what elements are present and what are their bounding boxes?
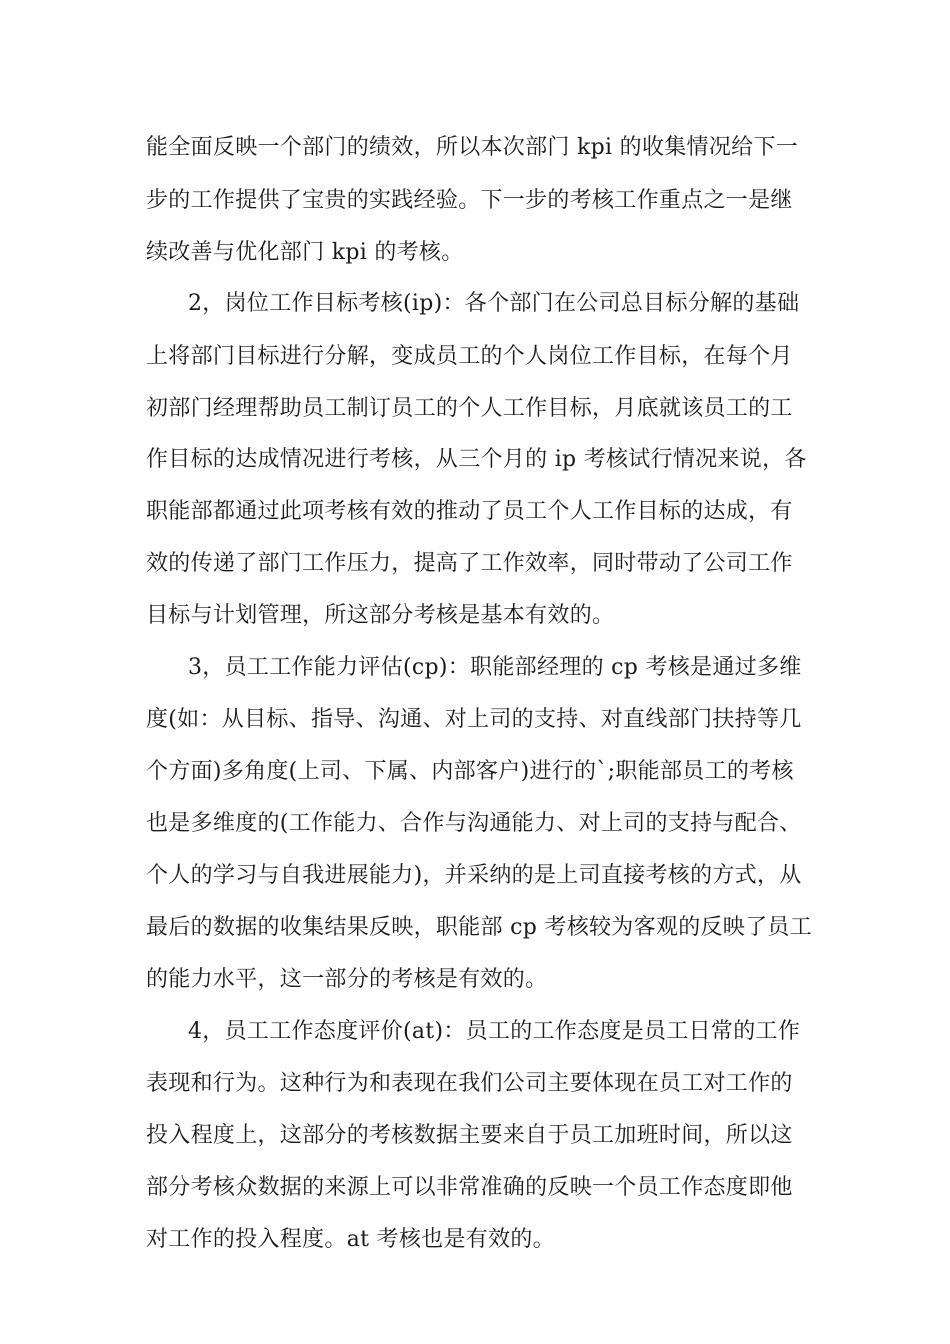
text-line: 部分考核众数据的来源上可以非常准确的反映一个员工作态度即他 (146, 1175, 793, 1200)
text-line: 效的传递了部门工作压力，提高了工作效率，同时带动了公司工作 (146, 551, 793, 576)
text-line: 作目标的达成情况进行考核，从三个月的 ip 考核试行情况来说，各 (146, 447, 807, 472)
text-line: 最后的数据的收集结果反映，职能部 cp 考核较为客观的反映了员工 (146, 915, 812, 940)
text-line: 度(如：从目标、指导、沟通、对上司的支持、对直线部门扶持等几 (146, 707, 802, 732)
text-line: 也是多维度的(工作能力、合作与沟通能力、对上司的支持与配合、 (146, 811, 802, 836)
text-line: 个方面)多角度(上司、下属、内部客户)进行的`;职能部员工的考核 (146, 759, 794, 784)
text-line: 上将部门目标进行分解，变成员工的个人岗位工作目标，在每个月 (146, 344, 793, 369)
text-line: 4，员工工作态度评价(at)：员工的工作态度是员工日常的工作 (188, 1019, 801, 1044)
text-line: 3，员工工作能力评估(cp)：职能部经理的 cp 考核是通过多维 (188, 655, 802, 680)
text-line: 步的工作提供了宝贵的实践经验。下一步的考核工作重点之一是继 (146, 188, 793, 213)
text-line: 的能力水平，这一部分的考核是有效的。 (146, 967, 548, 992)
text-line: 表现和行为。这种行为和表现在我们公司主要体现在员工对工作的 (146, 1071, 793, 1096)
text-line: 目标与计划管理，所这部分考核是基本有效的。 (146, 603, 615, 628)
text-line: 个人的学习与自我进展能力)，并采纳的是上司直接考核的方式，从 (146, 863, 802, 888)
text-line: 投入程度上，这部分的考核数据主要来自于员工加班时间，所以这 (146, 1123, 793, 1148)
text-line: 职能部都通过此项考核有效的推动了员工个人工作目标的达成，有 (146, 499, 793, 524)
text-line: 2，岗位工作目标考核(ip)：各个部门在公司总目标分解的基础 (188, 291, 800, 316)
text-line: 初部门经理帮助员工制订员工的个人工作目标，月底就该员工的工 (146, 396, 793, 421)
text-line: 对工作的投入程度。at 考核也是有效的。 (146, 1227, 555, 1252)
text-line: 能全面反映一个部门的绩效，所以本次部门 kpi 的收集情况给下一 (146, 135, 799, 160)
text-line: 续改善与优化部门 kpi 的考核。 (146, 240, 464, 265)
